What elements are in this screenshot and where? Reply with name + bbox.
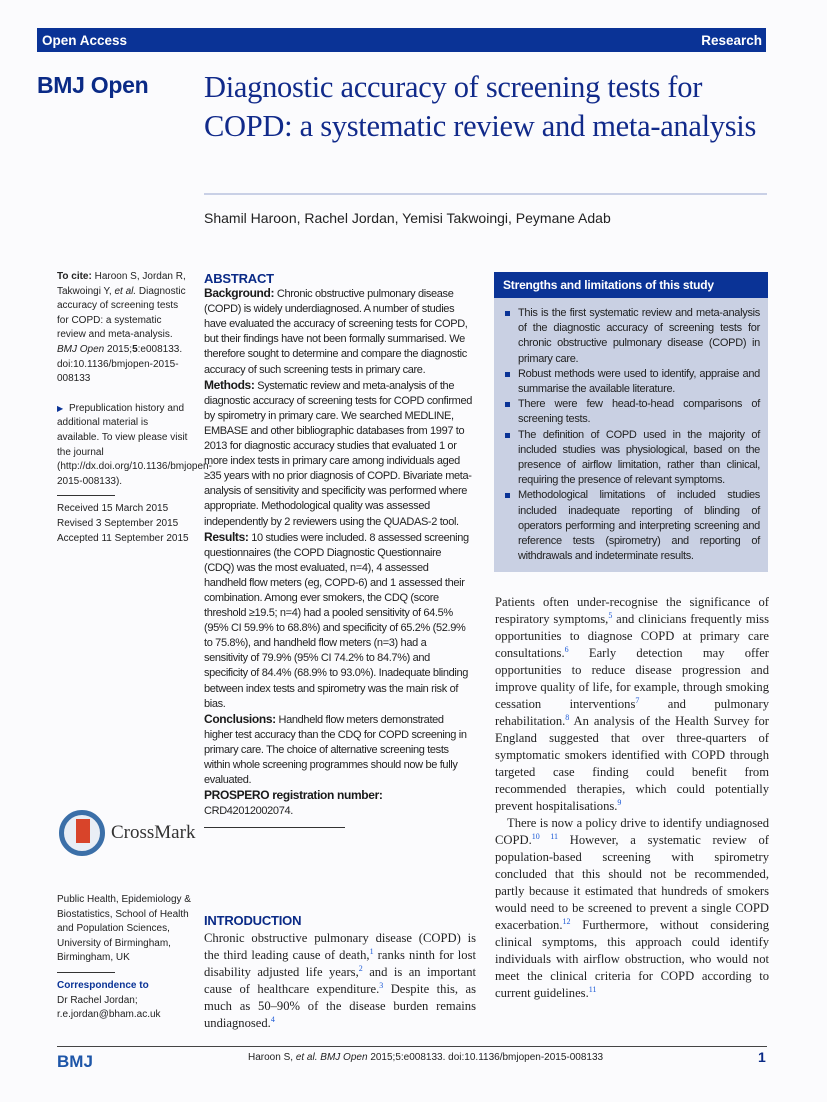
page-number: 1	[758, 1049, 766, 1065]
strengths-heading: Strengths and limitations of this study	[494, 272, 768, 298]
abstract-background: Background: Chronic obstructive pulmonary disease (COPD) is widely underdiagnosed. A number of studies have evaluated the accuracy of screening tests for COPD, but their findings have not been formally summarised. We therefore sought to determine and compare the diagnostic accuracy of such screening tests in primary care.	[204, 286, 468, 376]
citation-block: To cite: Haroon S, Jordan R, Takwoingi Y, et al. Diagnostic accuracy of screening tests for COPD: a systematic review and meta-analysis. BMJ Open 2015;5:e008133. doi:10.1136/bmjopen-2015-008133	[57, 271, 186, 385]
divider	[57, 972, 115, 973]
body-text-column	[495, 594, 769, 1002]
body-paragraph: There is now a policy drive to identify undiagnosed COPD.$^{10 11}$ However, a systematic review of population-based screening with spirometry concluded that this should not be recommended, partly because it estimated that hundreds of smokers would need to be screened to prevent a single COPD exacerbation.$^{12}$ Furthermore, without considering clinical symptoms, this approach could identify individuals with airflow obstruction, who would not meet the clinical criteria for COPD according to current guidelines.$^{11}$	[495, 816, 769, 1000]
divider	[57, 495, 115, 496]
reference-link[interactable]: 10 11	[531, 831, 559, 841]
footer-citation: Haroon S, et al. BMJ Open 2015;5:e008133. doi:10.1136/bmjopen-2015-008133	[248, 1052, 604, 1063]
square-bullet-icon	[505, 433, 510, 438]
strengths-list	[494, 298, 768, 572]
reference-link[interactable]: 11	[588, 984, 597, 994]
introduction-section	[204, 913, 476, 1032]
reference-link[interactable]: 6	[564, 644, 569, 654]
crossmark-icon	[59, 810, 105, 856]
open-access-label: Open Access	[42, 32, 128, 48]
crossmark-badge[interactable]	[59, 810, 195, 856]
reference-link[interactable]: 1	[369, 946, 374, 956]
list-item: Robust methods were used to identify, appraise and summarise the available literature.	[502, 367, 760, 397]
reference-link[interactable]: 9	[617, 797, 622, 807]
reference-link[interactable]: 4	[270, 1014, 275, 1024]
introduction-paragraph: Chronic obstructive pulmonary disease (COPD) is the third leading cause of death,$^1$ ranks ninth for lost disability adjusted life years,$^2$ and is an important cause of healthcare expenditure.$^3$ Despite this, as much as 50–90% of the disease burden remains undiagnosed.$^4$	[204, 931, 477, 1030]
list-item: There were few head-to-head comparisons of screening tests.	[502, 397, 760, 427]
abstract-results: Results: 10 studies were included. 8 assessed screening questionnaires (the COPD Diagnostic Questionnaire (CDQ) was the most evaluated, n=4), 4 assessed handheld flow meters (eg, COPD-6) and 1 assessed their combination. Among ever smokers, the CDQ (score threshold ≥19.5; n=4) had a pooled sensitivity of 64.5% (95% CI 59.9% to 68.8%) and specificity of 65.2% (52.9% to 75.8%), and handheld flow meters (n=3) had a sensitivity of 79.9% (95% CI 74.2% to 84.7%) and specificity of 84.4% (68.9% to 93.0%). Inadequate blinding between index tests and spirometry was the main risk of bias.	[204, 529, 469, 710]
abstract-prospero: PROSPERO registration number: CRD42012002074.	[204, 788, 383, 818]
list-item: The definition of COPD used in the majority of included studies was physiological, based on the presence of airflow limitation, rather than clinical, requiring the presence of relevant symptoms.	[502, 428, 760, 489]
divider	[204, 827, 345, 828]
accepted-date: Accepted 11 September 2015	[57, 532, 189, 544]
list-item: Methodological limitations of included studies included inadequate reporting of blinding of operators performing and interpreting screening and reference tests (spirometry) and reporting of withdrawals and indeterminate results.	[502, 488, 760, 564]
strengths-limitations-box	[494, 272, 768, 572]
correspondence-name: Dr Rachel Jordan;	[57, 994, 138, 1006]
list-item: This is the first systematic review and meta-analysis of the diagnostic accuracy of screening tests for chronic obstructive pulmonary disease (COPD) in primary care.	[502, 306, 760, 367]
bmj-logo: BMJ	[57, 1052, 93, 1071]
abstract-conclusions: Conclusions: Handheld flow meters demonstrated higher test accuracy than the CDQ for COPD screening in primary care. The choice of alternative screening tests within whole screening programmes should now be fully evaluated.	[204, 711, 467, 787]
square-bullet-icon	[505, 311, 510, 316]
abstract-methods: Methods: Systematic review and meta-analysis of the diagnostic accuracy of screening tests for COPD confirmed by spirometry in primary care. We searched MEDLINE, EMBASE and other bibliographic databases from 1997 to 2013 for diagnostic accuracy studies that evaluated 1 or more index tests in primary care among individuals aged ≥35 years with no prior diagnosis of COPD. Bivariate meta-analysis of sensitivity and specificity was performed where appropriate. Methodological quality was assessed independently by 2 reviewers using the QUADAS-2 tool.	[204, 377, 473, 528]
affiliation: Public Health, Epidemiology & Biostatistics, School of Health and Population Sciences, University of Birmingham, Birmingham, UK	[57, 894, 191, 964]
author-list: Shamil Haroon, Rachel Jordan, Yemisi Takwoingi, Peymane Adab	[204, 210, 611, 226]
affiliation-block	[57, 893, 197, 1023]
correspondence-label: Correspondence to	[57, 979, 149, 991]
prepublication-note	[57, 402, 212, 490]
article-title: Diagnostic accuracy of screening tests for COPD: a systematic review and meta-analysis	[204, 70, 757, 143]
correspondence-email[interactable]: r.e.jordan@bham.ac.uk	[57, 1009, 161, 1021]
cite-label: To cite:	[57, 271, 92, 282]
article-type-label: Research	[701, 32, 762, 48]
abstract-heading: ABSTRACT	[204, 271, 274, 286]
journal-brand: BMJ Open	[37, 72, 149, 98]
reference-link[interactable]: 3	[379, 980, 384, 990]
footer-divider	[57, 1046, 767, 1047]
body-paragraph: Patients often under-recognise the significance of respiratory symptoms,$^5$ and clinicians frequently miss opportunities to diagnose COPD at primary care consultations.$^6$ Early detection may offer opportunities to reduce disease progression and improve quality of life, for example, through smoking cessation interventions$^7$ and pulmonary rehabilitation.$^8$ An analysis of the Health Survey for England suggested that over three-quarters of symptomatic smokers identified with COPD through targeted case finding could benefit from recommended therapies, which could potentially prevent hospitalisations.$^9$	[495, 595, 769, 813]
abstract	[204, 271, 472, 828]
square-bullet-icon	[505, 372, 510, 377]
crossmark-label: CrossMark	[111, 822, 196, 843]
triangle-right-icon: ▶	[57, 403, 64, 413]
top-banner	[37, 28, 766, 52]
introduction-heading: INTRODUCTION	[204, 913, 302, 928]
reference-link[interactable]: 5	[608, 610, 613, 620]
prepublication-link[interactable]: Prepublication history and additional material is available. To view please visit the journal (http://dx.doi.org/10.1136/bmjopen-2015-008133).	[57, 402, 212, 487]
received-date: Received 15 March 2015	[57, 503, 169, 515]
square-bullet-icon	[505, 402, 510, 407]
title-divider	[204, 193, 767, 195]
revised-date: Revised 3 September 2015	[57, 517, 179, 529]
reference-link[interactable]: 2	[358, 963, 363, 973]
square-bullet-icon	[505, 493, 510, 498]
reference-link[interactable]: 7	[635, 695, 640, 705]
sidebar	[57, 270, 212, 546]
reference-link[interactable]: 8	[565, 712, 570, 722]
reference-link[interactable]: 12	[562, 916, 571, 926]
